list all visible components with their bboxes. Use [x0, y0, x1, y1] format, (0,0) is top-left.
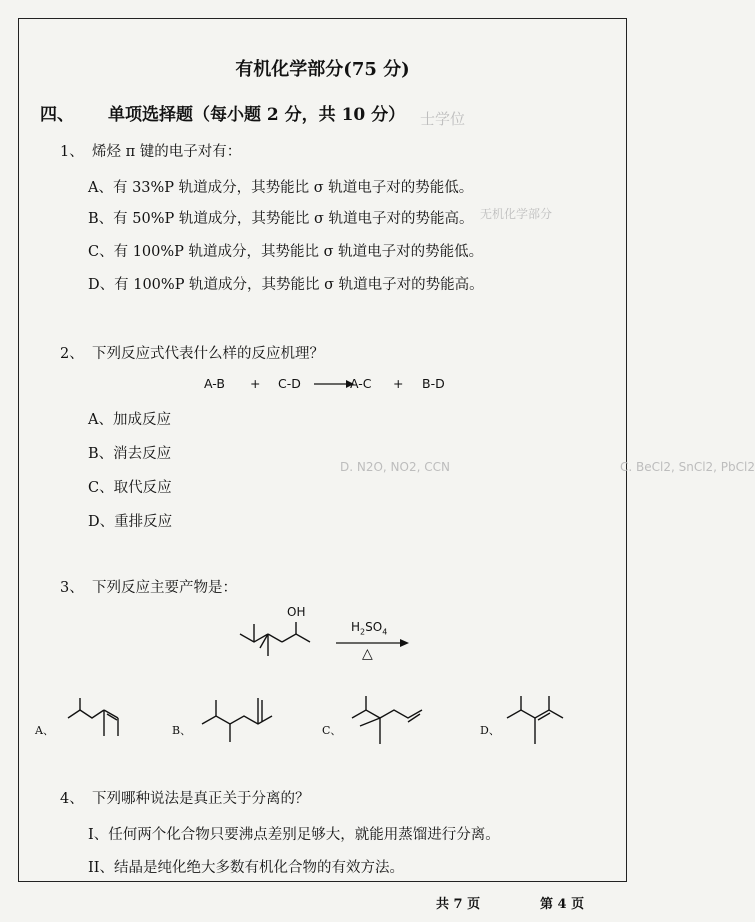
statement-2: II、结晶是纯化绝大多数有机化合物的有效方法。	[88, 860, 404, 876]
reactant-alcohol-structure	[236, 612, 316, 672]
option-c-structure	[350, 694, 430, 748]
option-a-structure	[66, 696, 132, 742]
footer-page-number: 第 4 页	[540, 897, 585, 912]
question-2	[60, 342, 324, 363]
bleed-through-text: C. BeCl2, SnCl2, PbCl2	[620, 460, 755, 474]
reactant-ab: A-B	[204, 376, 225, 391]
question-3	[60, 576, 237, 597]
question-stem: 烯烃 π 键的电子对有：	[92, 144, 242, 160]
option-c: C、取代反应	[88, 480, 172, 496]
reactant-cd: C-D	[278, 376, 301, 391]
question-1	[60, 140, 241, 161]
reaction-arrow-icon	[314, 378, 354, 390]
option-b-structure	[200, 694, 280, 748]
question-number: 1、	[60, 144, 84, 160]
question-stem: 下列反应式代表什么样的反应机理？	[92, 346, 324, 362]
option-d-label: D、	[480, 724, 500, 737]
question-number: 3、	[60, 580, 84, 596]
question-stem: 下列哪种说法是真正关于分离的？	[92, 791, 310, 807]
option-a: A、有 33%P 轨道成分，其势能比 σ 轨道电子对的势能低。	[88, 180, 474, 196]
footer-total-pages: 共 7 页	[436, 897, 481, 912]
heat-condition-icon: △	[362, 646, 373, 662]
option-c: C、有 100%P 轨道成分，其势能比 σ 轨道电子对的势能低。	[88, 244, 484, 260]
option-d: D、重排反应	[88, 514, 173, 530]
plus-sign: +	[393, 376, 404, 391]
reaction-arrow-icon	[336, 638, 410, 648]
product-bd: B-D	[422, 376, 445, 391]
question-number: 2、	[60, 346, 84, 362]
option-d: D、有 100%P 轨道成分，其势能比 σ 轨道电子对的势能高。	[88, 277, 484, 293]
section-title: 单项选择题（每小题 2 分，共 10 分）	[108, 105, 406, 125]
option-b: B、消去反应	[88, 446, 172, 462]
statement-1: I、任何两个化合物只要沸点差别足够大，就能用蒸馏进行分离。	[88, 827, 500, 843]
plus-sign: +	[250, 376, 261, 391]
reagent-label: $H_2SO_4$	[351, 620, 388, 637]
option-a-label: A、	[35, 724, 54, 737]
question-stem: 下列反应主要产物是：	[92, 580, 237, 596]
option-b: B、有 50%P 轨道成分，其势能比 σ 轨道电子对的势能高。	[88, 211, 474, 227]
oh-label: OH	[287, 605, 306, 619]
bleed-through-text: 无机化学部分	[480, 207, 553, 221]
question-4	[60, 787, 310, 808]
page-title: 有机化学部分(75 分)	[235, 59, 410, 80]
section-heading	[40, 100, 405, 125]
option-d-structure	[505, 694, 585, 748]
option-a: A、加成反应	[88, 412, 171, 428]
product-ac: A-C	[350, 376, 372, 391]
option-b-label: B、	[172, 724, 192, 737]
bleed-through-text: 士学位	[420, 110, 466, 128]
section-number: 四、	[40, 105, 74, 125]
option-c-label: C、	[322, 724, 342, 737]
question-number: 4、	[60, 791, 84, 807]
bleed-through-text: D. N2O, NO2, CCN	[340, 460, 450, 474]
